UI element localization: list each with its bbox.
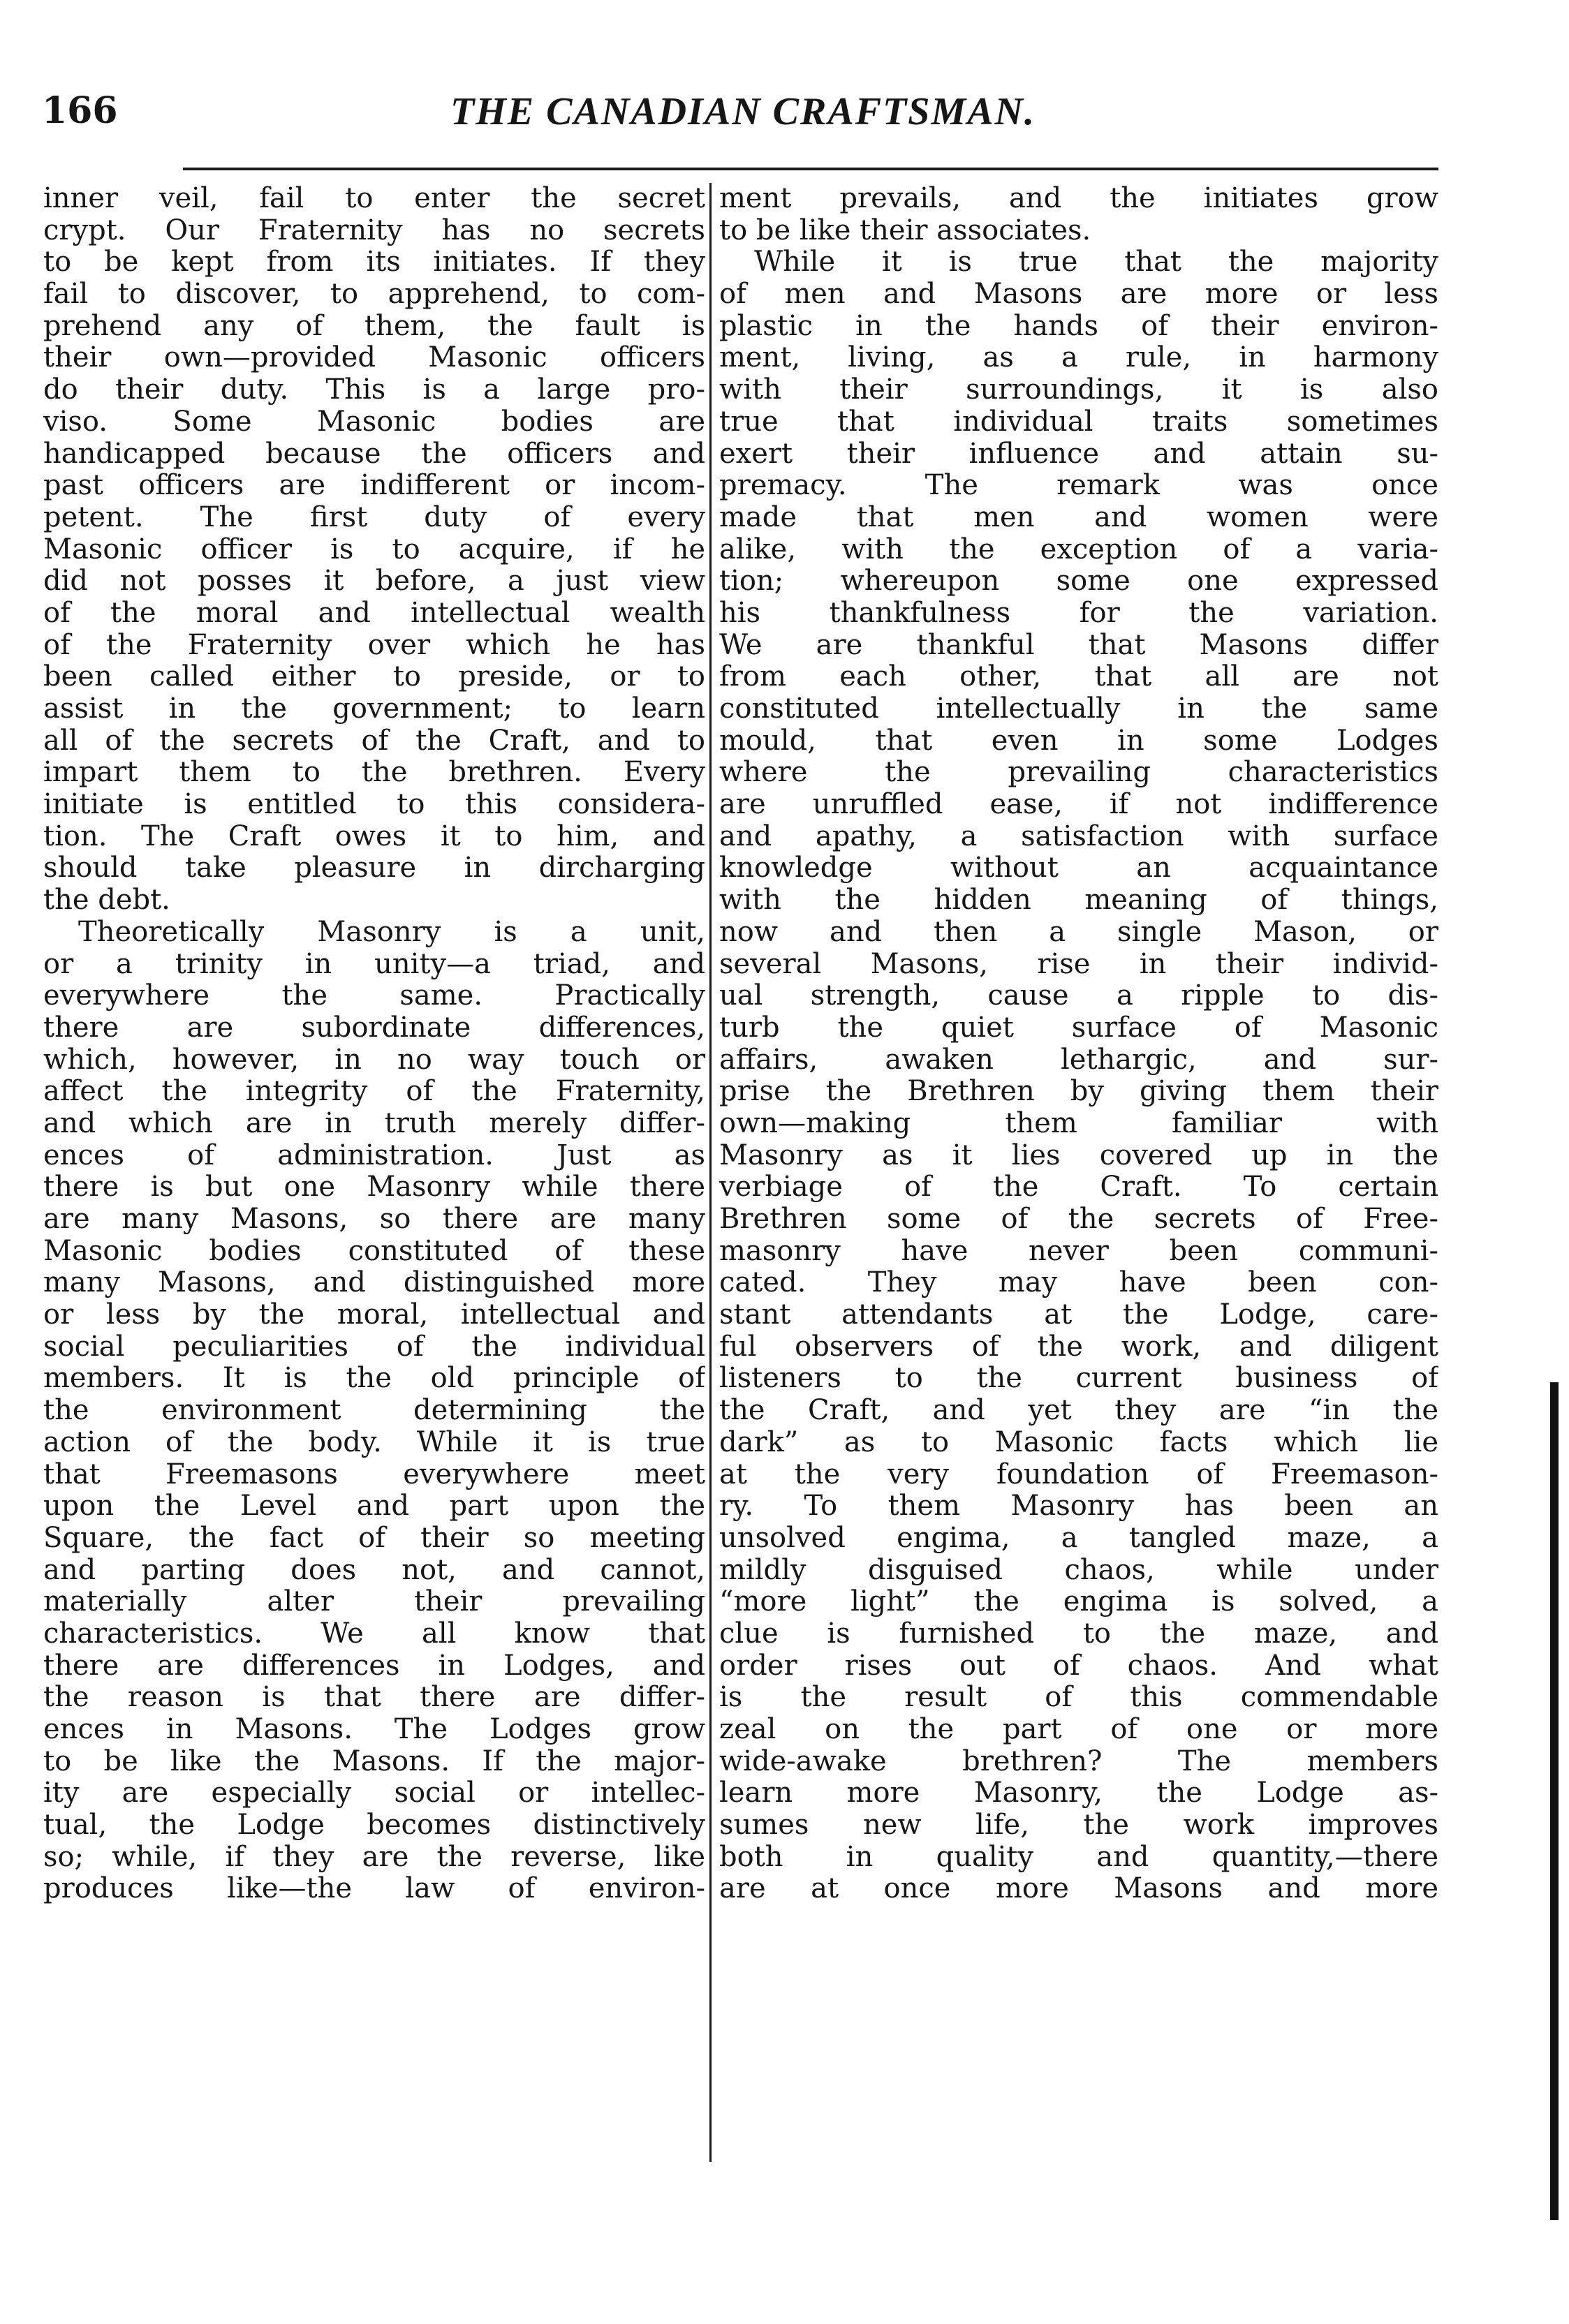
text-line: exert their influence and attain su-: [719, 438, 1438, 470]
text-line: wide-awake brethren? The members: [719, 1745, 1438, 1777]
text-line: ences in Masons. The Lodges grow: [43, 1714, 705, 1745]
text-line: Square, the fact of their so meeting: [43, 1522, 705, 1554]
text-line: materially alter their prevailing: [43, 1586, 705, 1618]
text-line: and which are in truth merely differ-: [43, 1107, 705, 1139]
text-line: are many Masons, so there are many: [43, 1204, 705, 1235]
text-line: cated. They may have been con-: [719, 1267, 1438, 1299]
text-line: their own—provided Masonic officers: [43, 342, 705, 374]
text-line: ity are especially social or intellec-: [43, 1777, 705, 1809]
text-line: viso. Some Masonic bodies are: [43, 406, 705, 438]
text-line: ment prevails, and the initiates grow: [719, 183, 1438, 214]
page-number: 166: [42, 89, 118, 132]
text-line: fail to discover, to apprehend, to com-: [43, 279, 705, 311]
text-line: sumes new life, the work improves: [719, 1809, 1438, 1842]
text-line: social peculiarities of the individual: [43, 1331, 705, 1363]
text-line: are unruffled ease, if not indifference: [719, 789, 1438, 821]
text-line: Masonic officer is to acquire, if he: [43, 533, 705, 565]
text-line: produces like—the law of environ-: [43, 1873, 705, 1905]
text-line: crypt. Our Fraternity has no secrets: [43, 214, 705, 246]
text-line: prise the Brethren by giving them their: [719, 1076, 1438, 1108]
text-line: both in quality and quantity,—there: [719, 1841, 1438, 1873]
text-line: dark” as to Masonic facts which lie: [719, 1426, 1438, 1458]
text-line: Brethren some of the secrets of Free-: [719, 1204, 1438, 1235]
text-line: alike, with the exception of a varia-: [719, 533, 1438, 565]
text-line: is the result of this commendable: [719, 1682, 1438, 1714]
text-line: the environment determining the: [43, 1395, 705, 1427]
running-head: THE CANADIAN CRAFTSMAN.: [450, 90, 1036, 133]
text-line: there is but one Masonry while there: [43, 1171, 705, 1204]
text-line: and apathy, a satisfaction with surface: [719, 820, 1438, 852]
text-line: knowledge without an acquaintance: [719, 852, 1438, 885]
text-line: the debt.: [43, 885, 170, 917]
text-line: did not posses it before, a just view: [43, 565, 705, 598]
text-line: which, however, in no way touch or: [43, 1044, 705, 1076]
text-line: “more light” the engima is solved, a: [719, 1586, 1438, 1618]
text-line: impart them to the brethren. Every: [43, 757, 705, 789]
text-line: that Freemasons everywhere meet: [43, 1458, 705, 1490]
text-line: unsolved engima, a tangled maze, a: [719, 1522, 1438, 1554]
text-line: should take pleasure in dircharging: [43, 852, 705, 885]
text-line: with the hidden meaning of things,: [719, 885, 1438, 917]
text-line: mildly disguised chaos, while under: [719, 1554, 1438, 1586]
text-line: several Masons, rise in their individ-: [719, 948, 1438, 980]
text-line: learn more Masonry, the Lodge as-: [719, 1777, 1438, 1809]
text-line: affect the integrity of the Fraternity,: [43, 1076, 705, 1108]
text-line: listeners to the current business of: [719, 1363, 1438, 1395]
text-line: ment, living, as a rule, in harmony: [719, 342, 1438, 374]
text-line: Theoretically Masonry is a unit,: [78, 916, 705, 948]
text-line: masonry have never been communi-: [719, 1235, 1438, 1267]
text-line: been called either to preside, or to: [43, 661, 705, 693]
text-line: inner veil, fail to enter the secret: [43, 183, 705, 214]
text-line: or a trinity in unity—a triad, and: [43, 948, 705, 980]
text-line: mould, that even in some Lodges: [719, 725, 1438, 757]
text-line: assist in the government; to learn: [43, 693, 705, 725]
text-line: tion. The Craft owes it to him, and: [43, 820, 705, 852]
text-line: at the very foundation of Freemason-: [719, 1458, 1438, 1490]
text-line: there are differences in Lodges, and: [43, 1650, 705, 1682]
text-line: of the moral and intellectual wealth: [43, 597, 705, 629]
text-line: everywhere the same. Practically: [43, 980, 705, 1012]
text-line: all of the secrets of the Craft, and to: [43, 725, 705, 757]
text-line: affairs, awaken lethargic, and sur-: [719, 1044, 1438, 1076]
header-rule: [183, 168, 1438, 170]
text-line: there are subordinate differences,: [43, 1012, 705, 1044]
text-line: are at once more Masons and more: [719, 1873, 1438, 1905]
text-line: of men and Masons are more or less: [719, 279, 1438, 311]
text-line: petent. The first duty of every: [43, 501, 705, 533]
text-line: stant attendants at the Lodge, care-: [719, 1299, 1438, 1331]
text-line: action of the body. While it is true: [43, 1426, 705, 1458]
left-column: [43, 183, 705, 1905]
text-line: ences of administration. Just as: [43, 1139, 705, 1171]
text-line: prehend any of them, the fault is: [43, 310, 705, 342]
text-line: the reason is that there are differ-: [43, 1682, 705, 1714]
text-line: tual, the Lodge becomes distinctively: [43, 1809, 705, 1842]
page-header: [42, 89, 1438, 159]
text-line: so; while, if they are the reverse, like: [43, 1841, 705, 1873]
text-line: verbiage of the Craft. To certain: [719, 1171, 1438, 1204]
text-line: own—making them familiar with: [719, 1107, 1438, 1139]
text-line: initiate is entitled to this considera-: [43, 789, 705, 821]
text-line: ual strength, cause a ripple to dis-: [719, 980, 1438, 1012]
text-line: characteristics. We all know that: [43, 1618, 705, 1650]
right-column: [719, 183, 1438, 1905]
text-line: from each other, that all are not: [719, 661, 1438, 693]
text-line: We are thankful that Masons differ: [719, 629, 1438, 661]
text-line: Masonry as it lies covered up in the: [719, 1139, 1438, 1171]
text-line: and parting does not, and cannot,: [43, 1554, 705, 1586]
text-line: constituted intellectually in the same: [719, 693, 1438, 725]
text-line: plastic in the hands of their environ-: [719, 310, 1438, 342]
text-line: While it is true that the majority: [754, 246, 1438, 279]
text-line: his thankfulness for the variation.: [719, 597, 1438, 629]
text-line: to be kept from its initiates. If they: [43, 246, 705, 279]
text-line: made that men and women were: [719, 501, 1438, 533]
text-line: order rises out of chaos. And what: [719, 1650, 1438, 1682]
text-line: to be like their associates.: [719, 214, 1091, 246]
text-line: handicapped because the officers and: [43, 438, 705, 470]
text-line: true that individual traits sometimes: [719, 406, 1438, 438]
text-line: of the Fraternity over which he has: [43, 629, 705, 661]
text-line: do their duty. This is a large pro-: [43, 374, 705, 406]
text-line: upon the Level and part upon the: [43, 1490, 705, 1523]
text-line: with their surroundings, it is also: [719, 374, 1438, 406]
column-divider: [709, 183, 712, 2162]
text-line: tion; whereupon some one expressed: [719, 565, 1438, 598]
text-line: zeal on the part of one or more: [719, 1714, 1438, 1745]
text-line: now and then a single Mason, or: [719, 916, 1438, 948]
text-line: past officers are indifferent or incom-: [43, 470, 705, 502]
text-line: many Masons, and distinguished more: [43, 1267, 705, 1299]
text-line: turb the quiet surface of Masonic: [719, 1012, 1438, 1044]
text-line: Masonic bodies constituted of these: [43, 1235, 705, 1267]
text-line: clue is furnished to the maze, and: [719, 1618, 1438, 1650]
page-edge-shadow: [1550, 1382, 1559, 2220]
text-line: premacy. The remark was once: [719, 470, 1438, 502]
text-line: or less by the moral, intellectual and: [43, 1299, 705, 1331]
text-line: to be like the Masons. If the major-: [43, 1745, 705, 1777]
text-line: where the prevailing characteristics: [719, 757, 1438, 789]
text-line: ry. To them Masonry has been an: [719, 1490, 1438, 1523]
text-line: ful observers of the work, and diligent: [719, 1331, 1438, 1363]
text-line: the Craft, and yet they are “in the: [719, 1395, 1438, 1427]
text-line: members. It is the old principle of: [43, 1363, 705, 1395]
